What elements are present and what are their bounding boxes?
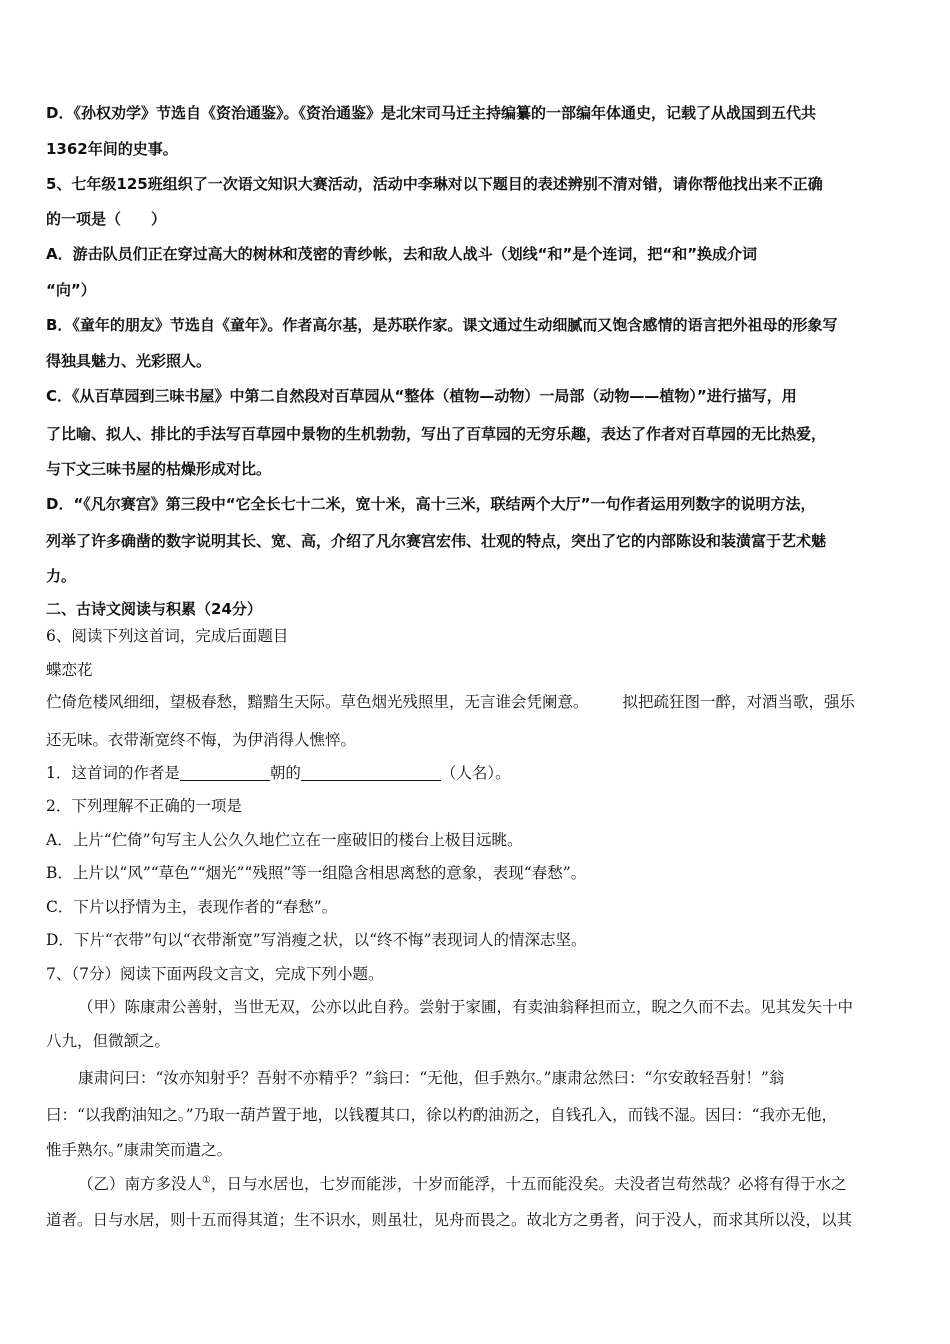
q6-sub1-text-c: （人名）。 [440,764,511,782]
passage-yi-part1: （乙）南方多没人 [78,1175,203,1193]
q5-option-d-line2: 列举了许多确凿的数字说明其长、宽、高，介绍了凡尔赛宫宏伟、壮观的特点，突出了它的内部陈设和装潢富于艺术魅 [46,532,827,550]
q6-sub1 [46,763,511,783]
poem-part2: 拟把疏狂图一醉，对酒当歌，强乐 [622,693,856,711]
q6-option-c: C．下片以抒情为主，表现作者的“春愁”。 [46,898,338,916]
q6-sub1-text-a: 1．这首词的作者是 [46,764,180,782]
q5-option-c-line2: 了比喻、拟人、排比的手法写百草园中景物的生机勃勃，写出了百草园的无穷乐趣，表达了作者对百草园的无比热爱， [46,425,827,443]
footnote-marker: ① [202,1175,211,1186]
q6-option-d: D．下片“衣带”句以“衣带渐宽”写消瘦之状，以“终不悔”表现词人的情深志坚。 [46,931,587,949]
passage-yi-part2: ，日与水居也，七岁而能涉，十岁而能浮，十五而能没矣。夫没者岂苟然哉？必将有得于水之 [210,1175,847,1193]
poem-title: 蝶恋花 [46,661,93,679]
q4-option-d-line1: D．《孙权劝学》节选自《资治通鉴》。《资治通鉴》是北宋司马迁主持编纂的一部编年体通史，记载了从战国到五代共 [46,104,816,122]
passage-jia-line2: 八九，但微颔之。 [46,1032,171,1050]
q6-option-a: A．上片“伫倚”句写主人公久久地伫立在一座破旧的楼台上极目远眺。 [46,831,523,849]
passage-jia-line5: 惟手熟尔。”康肃笑而遣之。 [46,1141,233,1159]
q5-option-c-line3: 与下文三味书屋的枯燥形成对比。 [46,460,272,478]
poem-line1 [46,692,855,712]
poem-part1: 伫倚危楼风细细，望极春愁，黯黯生天际。草色烟光残照里，无言谁会凭阑意。 [46,693,589,711]
q5-option-d-line1: D．“《凡尔赛宫》第三段中“它全长七十二米，宽十米，高十三米，联结两个大厅”一句作者运用列数字的说明方法， [46,495,816,513]
q5-option-b-line1: B．《童年的朋友》节选自《童年》。作者高尔基，是苏联作家。课文通过生动细腻而又饱含感情的语言把外祖母的形象写 [46,316,838,334]
q5-option-b-line2: 得独具魅力、光彩照人。 [46,352,212,370]
q6-stem: 6、阅读下列这首词，完成后面题目 [46,627,289,645]
q5-option-a-line2: “向”） [46,281,96,299]
q6-sub1-text-b: 朝的 [269,764,301,782]
section-heading: 二、古诗文阅读与积累（24分） [46,600,262,618]
author-name-blank[interactable] [301,764,441,781]
poem-line2: 还无味。衣带渐宽终不悔，为伊消得人憔悴。 [46,731,357,749]
q6-sub2: 2．下列理解不正确的一项是 [46,797,242,815]
q5-option-a-line1: A．游击队员们正在穿过高大的树林和茂密的青纱帐，去和敌人战斗（划线“和”是个连词，把“和”换成介词 [46,245,758,263]
q5-stem-line1: 5、七年级125班组织了一次语文知识大赛活动，活动中李琳对以下题目的表述辨别不清对错，请你帮他找出来不正确 [46,175,823,193]
q6-option-b: B．上片以“风”“草色”“烟光”“残照”等一组隐含相思离愁的意象，表现“春愁”。 [46,864,587,882]
passage-jia-line1: （甲）陈康肃公善射，当世无双，公亦以此自矜。尝射于家圃，有卖油翁释担而立，睨之久而不去。见其发矢十中 [78,998,854,1016]
passage-jia-line3: 康肃问曰：“汝亦知射乎？吾射不亦精乎？”翁曰：“无他，但手熟尔。”康肃忿然曰：“尔安敢轻吾射！”翁 [78,1069,785,1087]
q5-stem-line2: 的一项是（ ） [46,210,167,228]
q4-option-d-line2: 1362年间的史事。 [46,140,178,158]
passage-yi-line2: 道者。日与水居，则十五而得其道；生不识水，则虽壮，见舟而畏之。故北方之勇者，问于没人，而求其所以没，以其 [46,1211,853,1229]
q5-option-c-line1: C．《从百草园到三味书屋》中第二自然段对百草园从“整体（植物—动物）一局部（动物——植物）”进行描写，用 [46,387,797,405]
q7-stem: 7、（7分）阅读下面两段文言文，完成下列小题。 [46,965,384,983]
passage-jia-line4: 曰：“以我酌油知之。”乃取一葫芦置于地，以钱覆其口，徐以杓酌油沥之，自钱孔入，而钱不湿。因曰：“我亦无他， [46,1106,838,1124]
q5-option-d-line3: 力。 [46,567,77,585]
passage-yi-line1 [78,1174,847,1194]
dynasty-blank[interactable] [180,764,270,781]
